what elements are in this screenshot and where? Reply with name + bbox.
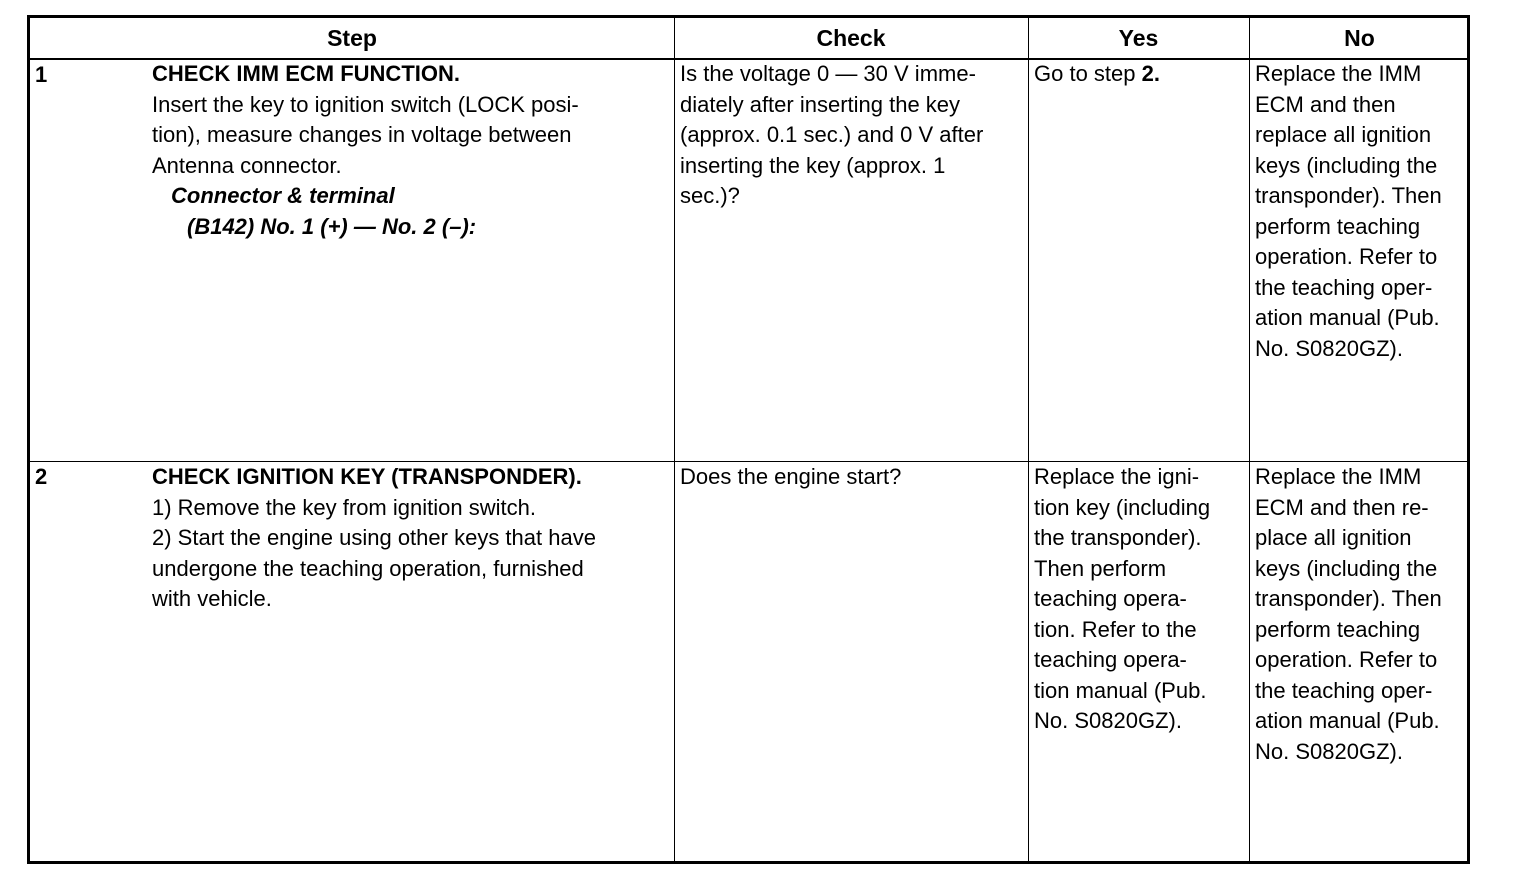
no-line: ation manual (Pub.: [1255, 305, 1440, 330]
yes-line: tion key (including: [1034, 494, 1211, 520]
no-line: operation. Refer to: [1255, 244, 1438, 269]
step-line: 1) Remove the key from ignition switch.: [152, 494, 536, 520]
check-line: Does the engine start?: [680, 464, 902, 489]
no-line: ation manual (Pub.: [1255, 708, 1440, 733]
yes-line: tion. Refer to the: [1034, 616, 1197, 642]
check-line: inserting the key (approx. 1: [680, 152, 946, 178]
check-question: [680, 462, 901, 493]
column-divider: [1028, 18, 1029, 861]
step-title: CHECK IGNITION KEY (TRANSPONDER).: [152, 464, 582, 489]
yes-line: the transponder).: [1034, 525, 1202, 550]
header-yes: Yes: [1118, 25, 1159, 51]
no-line: ECM and then re-: [1255, 494, 1429, 520]
step-number: 1: [35, 62, 48, 87]
step-line: tion), measure changes in voltage between: [152, 122, 572, 147]
no-line: transponder). Then: [1255, 183, 1442, 208]
no-line: perform teaching: [1255, 213, 1421, 239]
no-line: keys (including the: [1255, 555, 1438, 581]
step-description: [152, 462, 596, 615]
yes-line: Then perform: [1034, 555, 1167, 581]
yes-line: teaching opera-: [1034, 586, 1187, 611]
connector-detail: (B142) No. 1 (+) — No. 2 (–):: [187, 213, 477, 239]
no-line: place all ignition: [1255, 525, 1412, 550]
no-line: transponder). Then: [1255, 586, 1442, 611]
no-line: perform teaching: [1255, 616, 1421, 642]
check-line: diately after inserting the key: [680, 91, 961, 117]
step-line: Insert the key to ignition switch (LOCK posi-: [152, 91, 579, 117]
no-action: [1255, 59, 1442, 364]
step-title: CHECK IMM ECM FUNCTION.: [152, 61, 460, 86]
step-number: 2: [35, 464, 48, 489]
check-line: sec.)?: [680, 183, 740, 208]
step-reference: 2.: [1141, 61, 1160, 86]
yes-text: Go to step: [1034, 61, 1142, 86]
diagnostic-table: [27, 15, 1470, 864]
no-line: Replace the IMM: [1255, 464, 1422, 489]
header-no: No: [1344, 25, 1375, 51]
no-line: Replace the IMM: [1255, 61, 1422, 86]
step-line: undergone the teaching operation, furnished: [152, 555, 584, 581]
yes-line: Replace the igni-: [1034, 464, 1200, 489]
check-question: [680, 59, 983, 212]
connector-heading: Connector & terminal: [171, 183, 395, 208]
step-line: 2) Start the engine using other keys that have: [152, 525, 596, 550]
no-line: No. S0820GZ).: [1255, 738, 1403, 764]
no-line: No. S0820GZ).: [1255, 335, 1403, 361]
step-description: [152, 59, 579, 242]
column-divider: [674, 18, 675, 861]
yes-line: No. S0820GZ).: [1034, 708, 1182, 733]
yes-line: teaching opera-: [1034, 647, 1187, 672]
step-line: Antenna connector.: [152, 152, 342, 178]
no-line: ECM and then: [1255, 91, 1396, 117]
no-line: the teaching oper-: [1255, 274, 1433, 300]
yes-line: tion manual (Pub.: [1034, 677, 1207, 703]
yes-action: [1034, 59, 1160, 90]
no-line: replace all ignition: [1255, 122, 1432, 147]
header-step: Step: [327, 25, 377, 51]
header-check: Check: [816, 25, 886, 51]
column-divider: [1249, 18, 1250, 861]
step-line: with vehicle.: [152, 586, 272, 611]
no-line: the teaching oper-: [1255, 677, 1433, 703]
no-line: operation. Refer to: [1255, 647, 1438, 672]
check-line: Is the voltage 0 — 30 V imme-: [680, 61, 976, 86]
yes-action: [1034, 462, 1210, 737]
no-line: keys (including the: [1255, 152, 1438, 178]
no-action: [1255, 462, 1442, 767]
check-line: (approx. 0.1 sec.) and 0 V after: [680, 122, 984, 147]
